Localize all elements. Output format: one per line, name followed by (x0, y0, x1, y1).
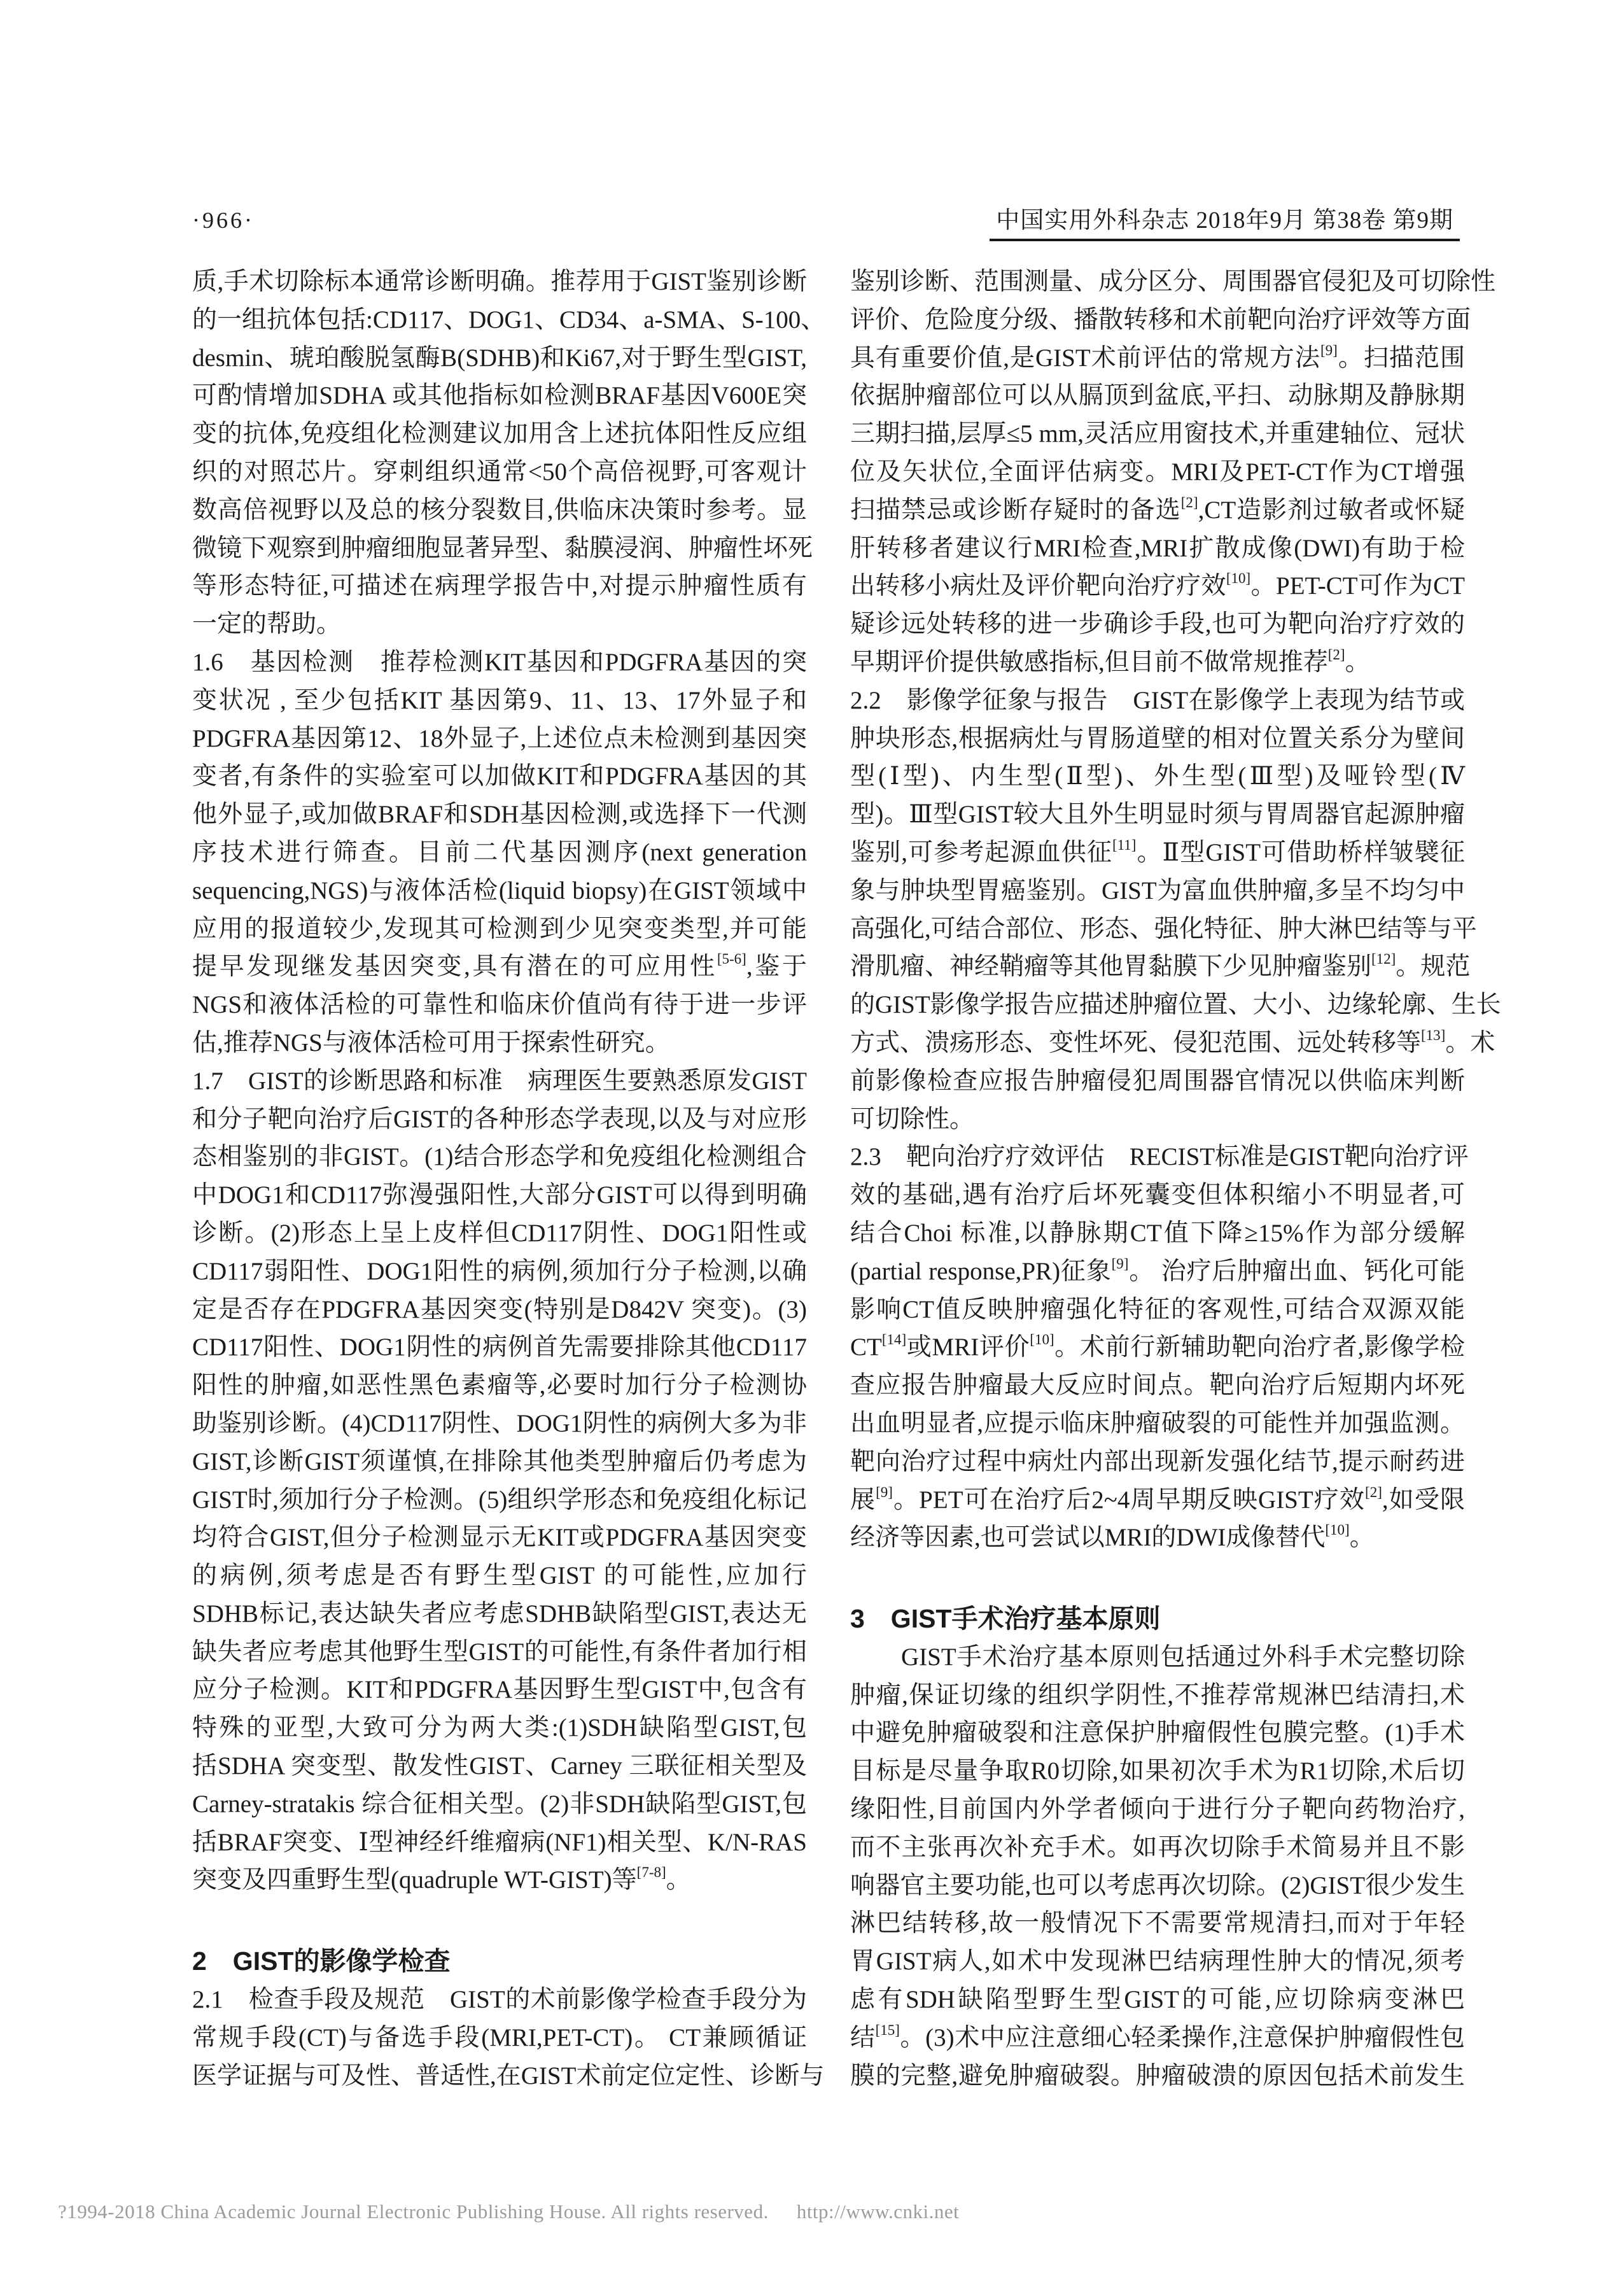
text-line: 肿块形态,根据病灶与胃肠道壁的相对位置关系分为壁间 (850, 724, 1465, 752)
text-line: SDHB标记,表达缺失者应考虑SDHB缺陷型GIST,表达无 (192, 1600, 807, 1628)
text-line: 他外显子,或加做BRAF和SDH基因检测,或选择下一代测 (192, 801, 807, 829)
text-line: 早期评价提供敏感指标,但目前不做常规推荐[2]。 (850, 646, 1370, 676)
text-line: 可酌情增加SDHA 或其他指标如检测BRAF基因V600E突 (192, 382, 807, 410)
text-line: CD117阳性、DOG1阴性的病例首先需要排除其他CD117 (192, 1333, 807, 1361)
text-line: 提早发现继发基因突变,具有潜在的可应用性[5-6],鉴于 (192, 951, 807, 981)
text-line: GIST,诊断GIST须谨慎,在排除其他类型肿瘤后仍考虑为 (192, 1447, 807, 1475)
text-line: 肝转移者建议行MRI检查,MRI扩散成像(DWI)有助于检 (850, 534, 1465, 562)
text-line: 诊断。(2)形态上呈上皮样但CD117阴性、DOG1阳性或 (192, 1219, 807, 1247)
text-line: 括BRAF突变、Ⅰ型神经纤维瘤病(NF1)相关型、K/N-RAS (192, 1828, 807, 1856)
text-line: 结合Choi 标准,以静脉期CT值下降≥15%作为部分缓解 (850, 1219, 1465, 1247)
text-line: 估,推荐NGS与液体活检可用于探索性研究。 (192, 1029, 670, 1057)
text-line: CD117弱阳性、DOG1阳性的病例,须加行分子检测,以确 (192, 1257, 807, 1285)
text-line: 膜的完整,避免肿瘤破裂。肿瘤破溃的原因包括术前发生 (850, 2062, 1465, 2090)
text-line: 可切除性。 (850, 1105, 975, 1133)
text-line: 靶向治疗过程中病灶内部出现新发强化结节,提示耐药进 (850, 1447, 1465, 1475)
text-line: 出血明显者,应提示临床肿瘤破裂的可能性并加强监测。 (850, 1409, 1465, 1437)
paragraph (192, 643, 807, 1062)
reference-superscript: [7-8] (636, 1864, 666, 1881)
text-line: 型(Ⅰ型)、内生型(Ⅱ型)、外生型(Ⅲ型)及哑铃型(Ⅳ (850, 763, 1465, 791)
text-line: 查应报告肿瘤最大反应时间点。靶向治疗后短期内坏死 (850, 1372, 1465, 1400)
text-line: 高强化,可结合部位、形态、强化特征、肿大淋巴结等与平 (850, 915, 1477, 943)
text-line: 变的抗体,免疫组化检测建议加用含上述抗体阳性反应组 (192, 420, 807, 448)
text-line: 而不主张再次补充手术。如再次切除手术简易并且不影 (850, 1833, 1465, 1861)
paragraph (850, 263, 1496, 682)
paragraph (192, 1981, 825, 2095)
text-line: 序技术进行筛查。目前二代基因测序(next generation (192, 838, 807, 866)
text-line: 扫描禁忌或诊断存疑时的备选[2],CT造影剂过敏者或怀疑 (850, 494, 1465, 524)
text-line: 中避免肿瘤破裂和注意保护肿瘤假性包膜完整。(1)手术 (850, 1719, 1465, 1747)
text-line: 影响CT值反映肿瘤强化特征的客观性,可结合双源双能 (850, 1295, 1465, 1323)
text-line: 1.7 GIST的诊断思路和标准 病理医生要熟悉原发GIST (192, 1067, 807, 1095)
paragraph (192, 1062, 807, 1900)
column-right (850, 263, 1501, 2095)
footer-url: http://www.cnki.net (796, 2200, 960, 2223)
text-line: 虑有SDH缺陷型野生型GIST的可能,应切除病变淋巴 (850, 1986, 1465, 2014)
column-left (192, 263, 826, 2095)
paragraph (850, 682, 1501, 1139)
text-line: 的一组抗体包括:CD117、DOG1、CD34、a-SMA、S-100、 (192, 306, 826, 334)
copyright-text: ?1994-2018 China Academic Journal Electronic Publishing House. All rights reserved. (58, 2200, 769, 2223)
reference-superscript: [9] (876, 1484, 893, 1500)
text-line: 数高倍视野以及总的核分裂数目,供临床决策时参考。显 (192, 496, 807, 524)
text-line: desmin、琥珀酸脱氢酶B(SDHB)和Ki67,对于野生型GIST, (192, 344, 807, 372)
text-line: sequencing,NGS)与液体活检(liquid biopsy)在GIST领域中 (192, 876, 807, 904)
text-line: 胃GIST病人,如术中发现淋巴结病理性肿大的情况,须考 (850, 1948, 1465, 1976)
text-line: 的GIST影像学报告应描述肿瘤位置、大小、边缘轮廓、生长 (850, 991, 1501, 1019)
text-line: 三期扫描,层厚≤5 mm,灵活应用窗技术,并重建轴位、冠状 (850, 420, 1465, 448)
reference-superscript: [2] (1365, 1484, 1382, 1500)
text-line: GIST时,须加行分子检测。(5)组织学形态和免疫组化标记 (192, 1486, 807, 1514)
paragraph (850, 1638, 1465, 2095)
text-line: 具有重要价值,是GIST术前评估的常规方法[9]。扫描范围 (850, 342, 1465, 372)
text-line: 经济等因素,也可尝试以MRI的DWI成像替代[10]。 (850, 1522, 1375, 1552)
heading-text: 3 GIST手术治疗基本原则 (850, 1604, 1161, 1634)
text-line: 阳性的肿瘤,如恶性黑色素瘤等,必要时加行分子检测协 (192, 1372, 807, 1400)
text-line: 方式、溃疡形态、变性坏死、侵犯范围、远处转移等[13]。术 (850, 1027, 1495, 1057)
text-line: 缺失者应考虑其他野生型GIST的可能性,有条件者加行相 (192, 1638, 807, 1666)
heading-text: 2 GIST的影像学检查 (192, 1946, 451, 1976)
text-line: 依据肿瘤部位可以从膈顶到盆底,平扫、动脉期及静脉期 (850, 382, 1465, 410)
text-line: 滑肌瘤、神经鞘瘤等其他胃黏膜下少见肿瘤鉴别[12]。规范 (850, 951, 1471, 981)
text-line: 中DOG1和CD117弥漫强阳性,大部分GIST可以得到明确 (192, 1181, 807, 1209)
text-line: PDGFRA基因第12、18外显子,上述位点未检测到基因突 (192, 724, 807, 752)
reference-superscript: [2] (1327, 646, 1345, 663)
text-line: 应分子检测。KIT和PDGFRA基因野生型GIST中,包含有 (192, 1676, 807, 1704)
text-line: 助鉴别诊断。(4)CD117阴性、DOG1阴性的病例大多为非 (192, 1409, 807, 1437)
text-line: 微镜下观察到肿瘤细胞显著异型、黏膜浸润、肿瘤性坏死 (192, 534, 813, 562)
page-header (192, 206, 1460, 241)
text-line: 2.1 检查手段及规范 GIST的术前影像学检查手段分为 (192, 1986, 807, 2014)
text-line: 定是否存在PDGFRA基因突变(特别是D842V 突变)。(3) (192, 1295, 807, 1323)
text-line: 应用的报道较少,发现其可检测到少见突变类型,并可能 (192, 915, 807, 943)
reference-superscript: [10] (1325, 1522, 1350, 1538)
text-line: 均符合GIST,但分子检测显示无KIT或PDGFRA基因突变 (192, 1524, 807, 1552)
text-line: 疑诊远处转移的进一步确诊手段,也可为靶向治疗疗效的 (850, 610, 1465, 638)
reference-superscript: [14] (881, 1332, 907, 1348)
text-line: 目标是尽量争取R0切除,如果初次手术为R1切除,术后切 (850, 1757, 1465, 1785)
text-line: 鉴别,可参考起源血供征[11]。Ⅱ型GIST可借助桥样皱襞征 (850, 836, 1465, 866)
text-line: 肿瘤,保证切缘的组织学阴性,不推荐常规淋巴结清扫,术 (850, 1681, 1465, 1709)
reference-superscript: [5-6] (717, 951, 746, 967)
text-line: 质,手术切除标本通常诊断明确。推荐用于GIST鉴别诊断 (192, 268, 807, 295)
text-line: Carney-stratakis 综合征相关型。(2)非SDH缺陷型GIST,包 (192, 1790, 807, 1818)
text-line: 型)。Ⅲ型GIST较大且外生明显时须与胃周器官起源肿瘤 (850, 801, 1465, 829)
text-line: 态相鉴别的非GIST。(1)结合形态学和免疫组化检测组合 (192, 1143, 807, 1171)
reference-superscript: [12] (1371, 951, 1396, 967)
reference-superscript: [10] (1030, 1332, 1054, 1348)
text-line: 鉴别诊断、范围测量、成分区分、周围器官侵犯及可切除性 (850, 268, 1496, 295)
text-line: 特殊的亚型,大致可分为两大类:(1)SDH缺陷型GIST,包 (192, 1714, 807, 1742)
text-line: 位及矢状位,全面评估病变。MRI及PET-CT作为CT增强 (850, 458, 1465, 486)
text-line: GIST手术治疗基本原则包括通过外科手术完整切除 (901, 1643, 1465, 1671)
reference-superscript: [15] (875, 2021, 900, 2038)
reference-superscript: [9] (1320, 342, 1338, 358)
journal-issue-line: 中国实用外科杂志 2018年9月 第38卷 第9期 (990, 207, 1460, 241)
text-line: 前影像检查应报告肿瘤侵犯周围器官情况以供临床判断 (850, 1067, 1465, 1095)
text-line: CT[14]或MRI评价[10]。术前行新辅助靶向治疗者,影像学检 (850, 1332, 1465, 1361)
text-line: 响器官主要功能,也可以考虑再次切除。(2)GIST很少发生 (850, 1871, 1465, 1899)
section-heading (850, 1600, 1465, 1638)
text-line: 出转移小病灶及评价靶向治疗疗效[10]。PET-CT可作为CT (850, 570, 1465, 600)
text-line: 的病例,须考虑是否有野生型GIST 的可能性,应加行 (192, 1562, 807, 1590)
text-line: 效的基础,遇有治疗后坏死囊变但体积缩小不明显者,可 (850, 1181, 1465, 1209)
text-line: 等形态特征,可描述在病理学报告中,对提示肿瘤性质有 (192, 572, 807, 600)
reference-superscript: [11] (1112, 836, 1137, 853)
text-line: 一定的帮助。 (192, 610, 342, 638)
text-line: 1.6 基因检测 推荐检测KIT基因和PDGFRA基因的突 (192, 648, 807, 676)
text-line: 展[9]。PET可在治疗后2~4周早期反映GIST疗效[2],如受限 (850, 1484, 1465, 1514)
text-line: NGS和液体活检的可靠性和临床价值尚有待于进一步评 (192, 991, 807, 1019)
text-line: 和分子靶向治疗后GIST的各种形态学表现,以及与对应形 (192, 1105, 807, 1133)
paragraph (192, 263, 826, 643)
reference-superscript: [13] (1421, 1027, 1446, 1043)
text-line: 变者,有条件的实验室可以加做KIT和PDGFRA基因的其 (192, 763, 807, 791)
text-line: 括SDHA 突变型、散发性GIST、Carney 三联征相关型及 (192, 1752, 807, 1780)
text-line: (partial response,PR)征象[9]。 治疗后肿瘤出血、钙化可能 (850, 1255, 1465, 1285)
section-heading (192, 1943, 807, 1981)
text-line: 评价、危险度分级、播散转移和术前靶向治疗评效等方面 (850, 306, 1471, 334)
page-number: ·966· (192, 207, 255, 233)
text-line: 淋巴结转移,故一般情况下不需要常规清扫,而对于年轻 (850, 1909, 1465, 1937)
text-line: 2.3 靶向治疗疗效评估 RECIST标准是GIST靶向治疗评 (850, 1143, 1469, 1171)
text-line: 织的对照芯片。穿刺组织通常<50个高倍视野,可客观计 (192, 458, 807, 486)
text-line: 医学证据与可及性、普适性,在GIST术前定位定性、诊断与 (192, 2062, 825, 2090)
text-line: 常规手段(CT)与备选手段(MRI,PET-CT)。 CT兼顾循证 (192, 2023, 807, 2051)
text-line: 2.2 影像学征象与报告 GIST在影像学上表现为结节或 (850, 686, 1465, 714)
text-line: 突变及四重野生型(quadruple WT-GIST)等[7-8]。 (192, 1864, 691, 1894)
text-line: 结[15]。(3)术中应注意细心轻柔操作,注意保护肿瘤假性包 (850, 2021, 1465, 2051)
text-line: 变状况 , 至少包括KIT 基因第9、11、13、17外显子和 (192, 686, 807, 714)
text-line: 缘阳性,目前国内外学者倾向于进行分子靶向药物治疗, (850, 1796, 1465, 1824)
text-line: 象与肿块型胃癌鉴别。GIST为富血供肿瘤,多呈不均匀中 (850, 876, 1465, 904)
paragraph (850, 1138, 1469, 1557)
page-footer (58, 2199, 959, 2225)
reference-superscript: [10] (1226, 570, 1251, 587)
reference-superscript: [2] (1180, 494, 1198, 510)
reference-superscript: [9] (1111, 1255, 1129, 1272)
